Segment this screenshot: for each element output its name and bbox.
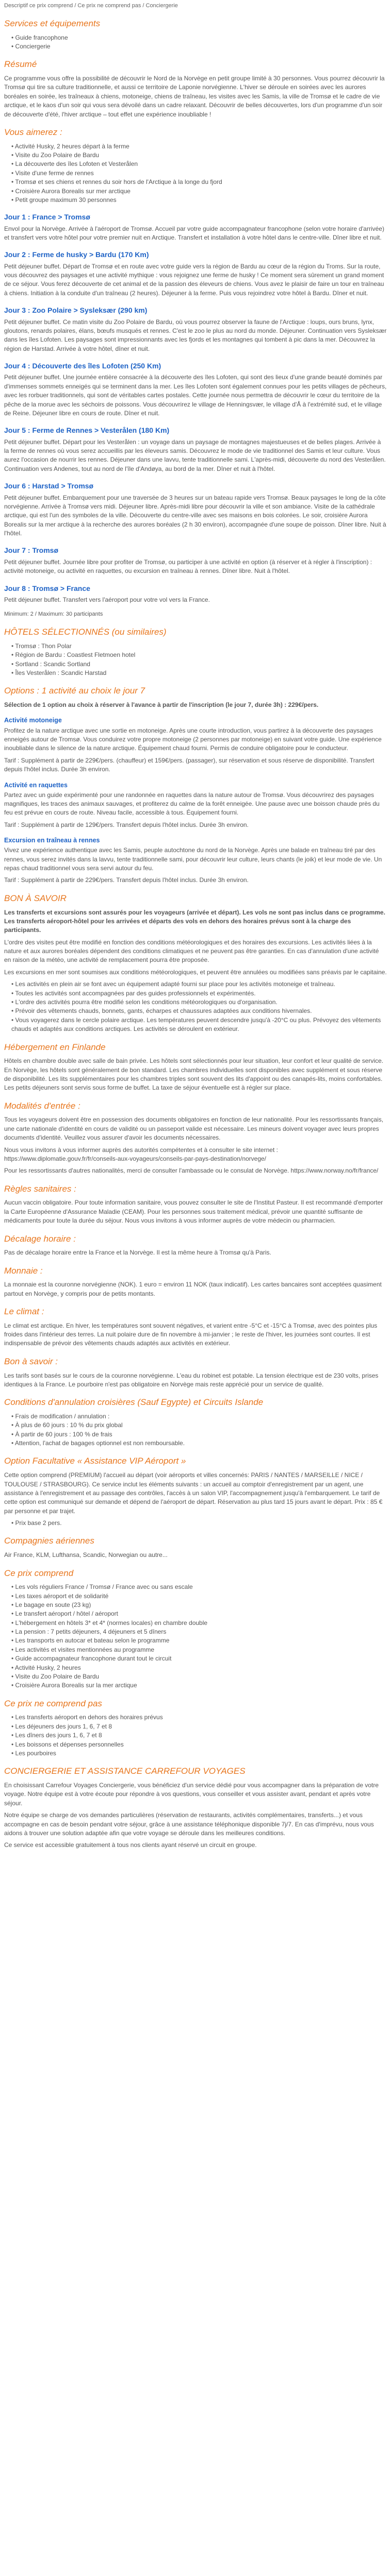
option-text: Profitez de la nature arctique avec une sortie en motoneige. Après une courte introduction, vous partirez à la découverte des paysages enneigés autour de Tromsø. Vous conduirez votre propre motoneige (2 personnes par motoneige) en suivant votre guide. Une expérience inoubliable dans le silence de la nature arctique. Équipement chaud fourni. Permis de conduire obligatoire pour le conducteur. (4, 726, 382, 752)
prix-ne-comprend-title: Ce prix ne comprend pas (4, 1698, 102, 1708)
day-text: Petit déjeuner buffet. Transfert vers l'aéroport pour votre vol vers la France. (4, 596, 210, 603)
option-price: Tarif : Supplément à partir de 129€/pers. Transfert depuis l'hôtel inclus. Durée 3h environ. (4, 821, 249, 828)
day-title: Jour 8 : Tromsø > France (4, 584, 90, 592)
services-title: Services et équipements (4, 18, 101, 28)
conciergerie-text: Ce service est accessible gratuitement à tous nos clients ayant réservé un circuit en groupe. (4, 1841, 257, 1849)
bon-a-savoir-list (4, 980, 387, 1033)
day-title: Jour 4 : Découverte des îles Lofoten (250 Km) (4, 362, 161, 370)
bon-a-savoir-text: Les excursions en mer sont soumises aux conditions météorologiques, et peuvent être annulées ou modifiées sans préavis par le capitaine. (4, 968, 387, 976)
list-item: • Toutes les activités sont accompagnées par des guides professionnels et expérimentés. (11, 989, 387, 998)
bon-a-savoir-2-text: Les tarifs sont basés sur le cours de la couronne norvégienne. L'eau du robinet est potable. La tension électrique est de 230 volts, prises identiques à la France. Le pourboire n'est pas obligatoire en Norvège mais reste apprécié pour un service de qualité. (4, 1371, 379, 1388)
day-title: Jour 7 : Tromsø (4, 546, 59, 555)
list-item: • Conciergerie (11, 42, 387, 51)
list-item: • Prix base 2 pers. (11, 1519, 387, 1528)
list-item: • Croisière Aurora Borealis sur la mer arctique (11, 1681, 387, 1690)
list-item: • Les transports en autocar et bateau selon le programme (11, 1636, 387, 1645)
list-item: • Les activités en plein air se font avec un équipement adapté fourni sur place pour les activités motoneige et traîneau. (11, 980, 387, 989)
vous-aimerez-title: Vous aimerez : (4, 127, 62, 137)
monnaie-text: La monnaie est la couronne norvégienne (NOK). 1 euro = environ 11 NOK (taux indicatif). Les cartes bancaires sont acceptées quasiment partout en Norvège, y compris pour de petits montants. (4, 1281, 382, 1297)
list-item: • Vous voyagerez dans le cercle polaire arctique. Les températures peuvent descendre jusqu'à -20°C ou plus. Prévoyez des vêtements chauds et adaptés aux conditions arctiques. Les activités se déroulent en extérieur. (11, 1016, 387, 1034)
vous-aimerez-list (4, 142, 387, 205)
conditions-list (4, 1412, 387, 1448)
day-title: Jour 6 : Harstad > Tromsø (4, 482, 94, 490)
day-text: Petit déjeuner buffet. Départ pour les Vesterålen : un voyage dans un paysage de montagnes majestueuses et de belles plages. Arrivée à la ferme de rennes où vous serez accueillis par les éleveurs samis. Découvrez le mode de vie traditionnel des Samis et leur culture. Vous aurez l'occasion de nourrir les rennes. Déjeuner dans une lavvu, tente traditionnelle sami. L'après-midi, découverte du nord des Vesterålen. Continuation vers Andenes, tout au nord de l'île d'Andøya, au bord de la mer. Dîner et nuit à l'hôtel. (4, 438, 386, 472)
conciergerie-text: En choisissant Carrefour Voyages Conciergerie, vous bénéficiez d'un service dédié pour vous accompagner dans la préparation de votre voyage. Notre équipe est à votre écoute pour répondre à vos questions, vous conseiller et vous assister avant, pendant et après votre séjour. (4, 1782, 379, 1807)
modalites-text: Pour les ressortissants d'autres nationalités, merci de consulter l'ambassade ou le consulat de Norvège. https://www.norway.no/fr/france/ (4, 1167, 379, 1175)
climat-title: Le climat : (4, 1307, 44, 1317)
list-item: • Les transferts aéroport en dehors des horaires prévus (11, 1713, 387, 1722)
monnaie-title: Monnaie : (4, 1265, 43, 1276)
conciergerie-text: Notre équipe se charge de vos demandes particulières (réservation de restaurants, activités complémentaires, transferts...) et vous accompagne en cas de besoin pendant votre séjour, grâce à une assistance téléphonique disponible 7j/7. En cas d'imprévu, nous vous aidons à trouver une solution adaptée afin que votre voyage se déroule dans les meilleures conditions. (4, 1811, 374, 1837)
list-item: • Les taxes aéroport et de solidarité (11, 1592, 387, 1601)
options-title: Options : 1 activité au choix le jour 7 (4, 686, 145, 696)
list-item: • Les activités et visites mentionnées au programme (11, 1646, 387, 1654)
prix-comprend-title: Ce prix comprend (4, 1568, 74, 1578)
resume-title: Résumé (4, 59, 37, 70)
list-item: • Activité Husky, 2 heures (11, 1664, 387, 1672)
list-item: • Visite d'une ferme de rennes (11, 169, 387, 178)
hebergement-title: Hébergement en Finlande (4, 1042, 106, 1052)
bon-a-savoir-title: BON À SAVOIR (4, 893, 67, 903)
prix-comprend-list (4, 1583, 387, 1690)
group-size-note: Minimum: 2 / Maximum: 30 participants (4, 611, 103, 618)
day-text: Petit déjeuner buffet. Départ de Tromsø et en route avec votre guide vers la région de Bardu au cœur de la région du Troms. Sur la route, vous découvrez des paysages et une activité mythique : vous rejoignez une ferme de husky ! Ce moment sera sûrement un grand moment de ce séjour. Vous ferez découverte de cet animal et de la passion des éleveurs de chiens. Vous avez le plaisir de faire un tour en traîneau à chiens. Initiation à la conduite d'un traîneau (2 heures). Déjeuner à la ferme. Puis vous rejoindrez votre hôtel à Bardu. Dîner et nuit. (4, 262, 384, 297)
day-title: Jour 1 : France > Tromsø (4, 213, 90, 222)
list-item: • Petit groupe maximum 30 personnes (11, 196, 387, 205)
day-text: Petit déjeuner buffet. Une journée entière consacrée à la découverte des îles Lofoten, qui sont des lieux d'une grande beauté dominés par d'immenses sommets enneigés qui se terminent dans la mer. Les îles Lofoten sont également connues pour les petits villages de pêcheurs, avec les rorbuer traditionnels, qui sont de véritables cartes postales. Cette journée nous permettra de découvrir le cœur du territoire de la pêche de la morue avec les séchoirs de poissons. Vous découvrirez le village de Henningsvær, le village d'Å à l'extrémité sud, et le village de Reine. Déjeuner libre en cours de route. Dîner et nuit. (4, 374, 387, 417)
list-item: • Attention, l'achat de bagages optionnel est non remboursable. (11, 1439, 387, 1448)
option-title: Excursion en traîneau à rennes (4, 837, 100, 844)
decalage-text: Pas de décalage horaire entre la France et la Norvège. Il est la même heure à Tromsø qu'à Paris. (4, 1249, 271, 1257)
regles-title: Règles sanitaires : (4, 1183, 76, 1194)
list-item: • Les pourboires (11, 1749, 387, 1758)
option-title: Activité motoneige (4, 717, 62, 724)
modalites-text: Nous vous invitons à vous informer auprès des autorités compétentes et à consulter le site internet : https://www.diplomatie.gouv.fr/fr/conseils-aux-voyageurs/conseils-par-pays-destination/norvege/ (4, 1146, 278, 1162)
regles-text: Aucun vaccin obligatoire. Pour toute information sanitaire, vous pouvez consulter le site de l'Institut Pasteur. Il est recommandé d'emporter la Carte Européenne d'Assurance Maladie (CEAM). Pour les personnes sous traitement médical, prévoir une quantité suffisante de médicaments pour toute la durée du séjour. Nous vous invitons à vous informer auprès de votre médecin ou pharmacien. (4, 1199, 383, 1225)
day-text: Envol pour la Norvège. Arrivée à l'aéroport de Tromsø. Accueil par votre guide accompagnateur francophone (selon votre horaire d'arrivée) et transfert vers votre hôtel pour votre premier nuit en Arctique. Transfert et installation à votre hôtel dans le centre-ville. Dîner libre et nuit. (4, 225, 384, 242)
compagnies-title: Compagnies aériennes (4, 1536, 94, 1546)
hotels-list (4, 642, 387, 678)
pack-title: Option Facultative « Assistance VIP Aéroport » (4, 1456, 186, 1466)
list-item: • La découverte des îles Lofoten et Vesterålen (11, 160, 387, 168)
list-item: • Les dîners des jours 1, 6, 7 et 8 (11, 1731, 387, 1740)
list-item: • À plus de 60 jours : 10 % du prix global (11, 1421, 387, 1430)
list-item: • Le bagage en soute (23 kg) (11, 1601, 387, 1609)
list-item: • Tromsø : Thon Polar (11, 642, 387, 651)
list-item: • Prévoir des vêtements chauds, bonnets, gants, écharpes et chaussures adaptées aux conditions hivernales. (11, 1007, 387, 1015)
top-breadcrumb: Descriptif ce prix comprend / Ce prix ne comprend pas / Conciergerie (4, 3, 178, 9)
options-subtitle: Sélection de 1 option au choix à réserver à l'avance à partir de l'inscription (le jour 7, durée 3h) : 229€/pers. (4, 701, 319, 709)
list-item: • L'ordre des activités pourra être modifié selon les conditions météorologiques ou d'organisation. (11, 998, 387, 1007)
list-item: • Région de Bardu : Coastlest Fletmoen hotel (11, 651, 387, 659)
modalites-title: Modalités d'entrée : (4, 1100, 80, 1111)
option-title: Activité en raquettes (4, 781, 68, 789)
pack-list (4, 1519, 387, 1528)
list-item: • Les déjeuners des jours 1, 6, 7 et 8 (11, 1722, 387, 1731)
list-item: • L'hébergement en hôtels 3* et 4* (normes locales) en chambre double (11, 1619, 387, 1628)
climat-text: Le climat est arctique. En hiver, les températures sont souvent négatives, et varient entre -5°C et -15°C à Tromsø, avec des pointes plus froides dans l'intérieur des terres. La nuit polaire dure de fin novembre à mi-janvier ; le reste de l'hiver, les journées sont courtes. Il est indispensable de prévoir des vêtements chauds adaptés aux activités en extérieur. (4, 1321, 378, 1347)
list-item: • Visite du Zoo Polaire de Bardu (11, 1672, 387, 1681)
bon-a-savoir-text: Les transferts et excursions sont assurés pour les voyageurs (arrivée et départ). Les vols ne sont pas inclus dans ce programme. Les transferts aéroport-hôtel pour les arrivées et départs des vols en dehors des horaires prévus sont à la charge des participants. (4, 908, 385, 934)
list-item: • Croisière Aurora Borealis sur mer arctique (11, 187, 387, 196)
pack-text: Cette option comprend (PREMIUM) l'accueil au départ (voir aéroports et villes concernés: PARIS / NANTES / MARSEILLE / NICE / TOULOUSE / STRASBOURG). Ce service inclut les éléments suivants : un accueil au comptoir d'enregistrement par un agent, une assistance à l'enregistrement et au passage des contrôles, l'accès à un salon VIP, l'accompagnement jusqu'à l'embarquement. Le tarif de cette option est communiqué sur demande et dépend de l'aéroport de départ. Réservation au plus tard 15 jours avant le départ. Prix : 85 € par personne et par trajet. (4, 1471, 383, 1515)
prix-ne-comprend-list (4, 1713, 387, 1758)
day-text: Petit déjeuner buffet. Journée libre pour profiter de Tromsø, ou participer à une activité en option (à réserver et à régler à l'inscription) : activité motoneige, ou activité en raquettes, ou excursion en traîneau à rennes. Dîner libre. Nuit à l'hôtel. (4, 558, 372, 575)
list-item: • Visite du Zoo Polaire de Bardu (11, 151, 387, 160)
list-item: • Sortland : Scandic Sortland (11, 660, 387, 669)
option-price: Tarif : Supplément à partir de 229€/pers. Transfert depuis l'hôtel inclus. Durée 3h environ. (4, 876, 249, 884)
compagnies-text: Air France, KLM, Lufthansa, Scandic, Norwegian ou autre... (4, 1551, 168, 1559)
option-text: Partez avec un guide expérimenté pour une randonnée en raquettes dans la nature autour de Tromsø. Vous découvrirez des paysages magnifiques, les traces des animaux sauvages, et profiterez du calme de la forêt enneigée. Une pause avec une boisson chaude près du feu est prévue en cours de route. Niveau facile, accessible à tous. Équipement fourni. (4, 791, 380, 817)
hebergement-text: Hôtels en chambre double avec salle de bain privée. Les hôtels sont sélectionnés pour leur situation, leur confort et leur qualité de service. En Norvège, les hôtels sont généralement de bon standard. Les chambres individuelles sont disponibles avec supplément et sous réserve de disponibilité. Les lits supplémentaires pour les chambres triples sont souvent des lits d'appoint ou des canapés-lits, moins confortables. Les petits déjeuners sont servis sous forme de buffet. La taxe de séjour éventuelle est à régler sur place. (4, 1057, 384, 1092)
bon-a-savoir-text: L'ordre des visites peut être modifié en fonction des conditions météorologiques et des horaires des excursions. Les activités liées à la nature et aux aurores boréales dépendent des conditions climatiques et ne peuvent pas être garanties. En cas d'annulation d'une activité en raison de la météo, une activité de remplacement pourra être proposée. (4, 938, 379, 964)
option-price: Tarif : Supplément à partir de 229€/pers. (chauffeur) et 159€/pers. (passager), sur réservation et sous réserve de disponibilité. Transfert depuis l'hôtel inclus. Durée 3h environ. (4, 756, 374, 773)
day-title: Jour 2 : Ferme de husky > Bardu (170 Km) (4, 250, 149, 259)
list-item: • À partir de 60 jours : 100 % de frais (11, 1430, 387, 1439)
list-item: • La pension : 7 petits déjeuners, 4 déjeuners et 5 dîners (11, 1628, 387, 1636)
modalites-text: Tous les voyageurs doivent être en possession des documents obligatoires en fonction de leur nationalité. Pour les ressortissants français, une carte nationale d'identité en cours de validité ou un passeport valide est nécessaire. Les mineurs doivent voyager avec leurs propres documents d'identité. Veuillez vous assurer d'avoir les documents nécessaires. (4, 1116, 384, 1142)
option-text: Vivez une expérience authentique avec les Samis, peuple autochtone du nord de la Norvège. Après une balade en traîneau tiré par des rennes, vous serez invités dans la lavvu, tente traditionnelle sami, pour découvrir leur culture, leurs chants (le joik) et leur mode de vie. Un repas chaud traditionnel vous sera servi autour du feu. (4, 846, 382, 872)
resume-text: Ce programme vous offre la possibilité de découvrir le Nord de la Norvège en petit groupe limité à 30 personnes. Vous pourrez découvrir la Tromsø qui tire sa culture traditionnelle, et aussi ce territoire de Laponie norvégienne. L'hiver se déroule en soirées avec les aurores boréales en soirée, les traîneaux à chiens, motoneige, chiens de traîneau, les visites avec les Samis, la ville de Tromsø et le cadre de vie arctique, et le kaos d'un soir qui vous sera dévoilé dans un cadre relaxant. Découvrir de belles découvertes, lors d'un programme d'un soir de découverte d'été, l'hiver arctique – tout effet une expérience inoubliable ! (4, 75, 385, 118)
list-item: • Activité Husky, 2 heures départ à la ferme (11, 142, 387, 151)
list-item: • Tromsø et ses chiens et rennes du soir hors de l'Arctique à la longe du fjord (11, 178, 387, 187)
day-text: Petit déjeuner buffet. Embarquement pour une traversée de 3 heures sur un bateau rapide vers Tromsø. Beaux paysages le long de la côte norvégienne. Arrivée à Tromsø vers midi. Déjeuner libre. Après-midi libre pour découvrir la ville et son ambiance. Visite de la cathédrale arctique, qui est l'un des symboles de la ville. Découverte du centre-ville avec ses maisons en bois colorées. Le soir, croisière Aurora Borealis sur la mer arctique à la recherche des aurores boréales (2 h 30 environ), accompagnée d'une soupe de poisson. Dîner libre. Nuit à l'hôtel. (4, 494, 386, 537)
list-item: • Le transfert aéroport / hôtel / aéroport (11, 1609, 387, 1618)
day-title: Jour 3 : Zoo Polaire > Sysleksær (290 km) (4, 306, 148, 315)
bon-a-savoir-2-title: Bon à savoir : (4, 1356, 58, 1366)
day-text: Petit déjeuner buffet. Ce matin visite du Zoo Polaire de Bardu, où vous pourrez observer la faune de l'Arctique : loups, ours bruns, lynx, gloutons, renards polaires, élans, bœufs musqués et rennes. C'est le zoo le plus au nord du monde. Déjeuner. Continuation vers Sysleksær dans les îles Lofoten. Les paysages sont impressionnants avec les fjords et les montagnes qui tombent à pic dans la mer. Découvrez la région de Harstad. Arrivée à votre hôtel, dîner et nuit. (4, 318, 387, 352)
list-item: • Les boissons et dépenses personnelles (11, 1740, 387, 1749)
services-list (4, 33, 387, 52)
hotels-title: HÔTELS SÉLECTIONNÉS (ou similaires) (4, 627, 167, 637)
itinerary (4, 212, 387, 604)
day-title: Jour 5 : Ferme de Rennes > Vesterålen (180 Km) (4, 426, 170, 435)
list-item: • Îles Vesterålen : Scandic Harstad (11, 669, 387, 677)
decalage-title: Décalage horaire : (4, 1233, 76, 1244)
conciergerie-title: CONCIERGERIE ET ASSISTANCE CARREFOUR VOYAGES (4, 1766, 246, 1776)
list-item: • Frais de modification / annulation : (11, 1412, 387, 1421)
list-item: • Guide francophone (11, 33, 387, 42)
list-item: • Guide accompagnateur francophone durant tout le circuit (11, 1654, 387, 1663)
conditions-title: Conditions d'annulation croisières (Sauf Egypte) et Circuits Islande (4, 1397, 264, 1408)
list-item: • Les vols réguliers France / Tromsø / France avec ou sans escale (11, 1583, 387, 1591)
